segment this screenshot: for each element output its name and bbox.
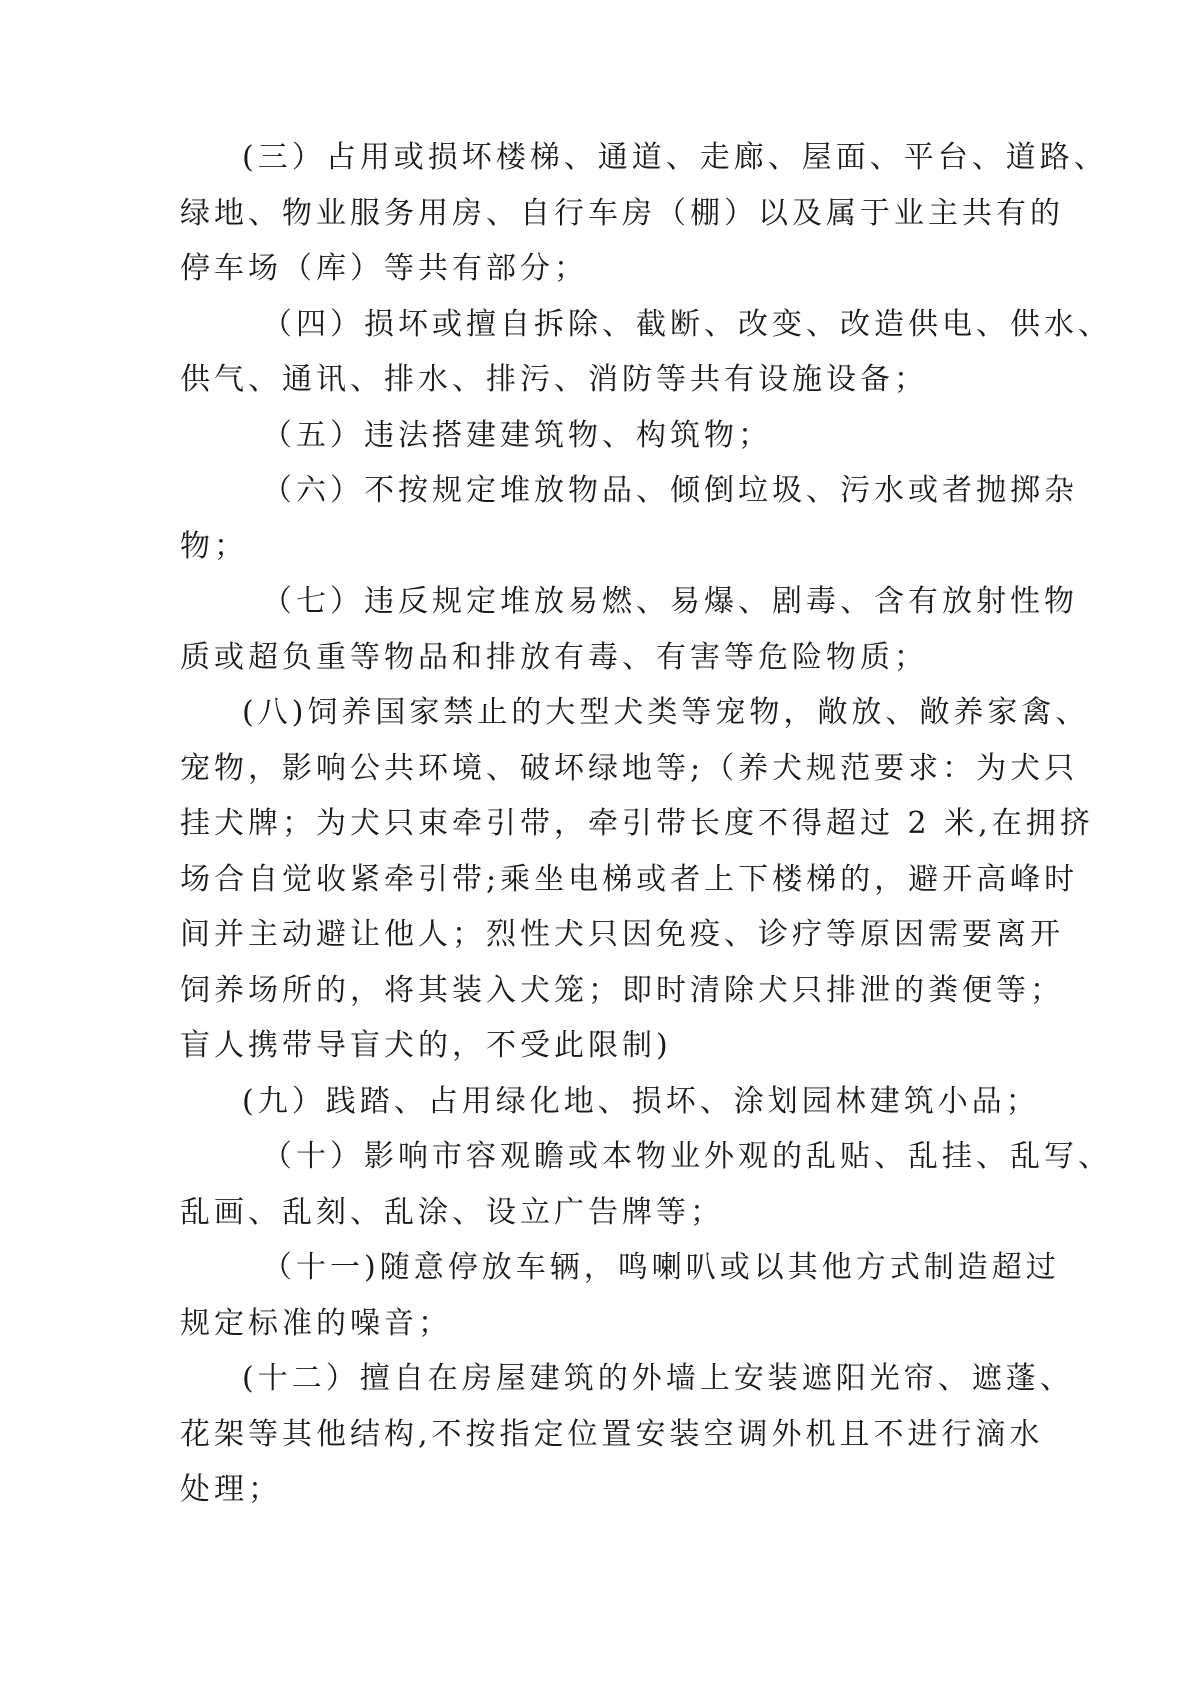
text-line: （七）违反规定堆放易燃、易爆、剧毒、含有放射性物 xyxy=(262,584,1078,619)
text-line: (十二）擅自在房屋建筑的外墙上安装遮阳光帘、遮蓬、 xyxy=(242,1361,1074,1396)
text-line: (三）占用或损坏楼梯、通道、走廊、屋面、平台、道路、 xyxy=(242,140,1108,175)
text-line: 饲养场所的，将其装入犬笼；即时清除犬只排泄的粪便等； xyxy=(180,972,1064,1008)
text-line: 盲人携带导盲犬的，不受此限制) xyxy=(180,1028,672,1063)
text-line: 绿地、物业服务用房、自行车房（棚）以及属于业主共有的 xyxy=(180,195,1064,231)
text-line: 规定标准的噪音； xyxy=(180,1305,452,1341)
text-line: 物； xyxy=(180,528,248,564)
text-line: 场合自觉收紧牵引带;乘坐电梯或者上下楼梯的，避开高峰时 xyxy=(180,861,1079,897)
text-line: 宠物，影响公共环境、破坏绿地等;（养犬规范要求：为犬只 xyxy=(180,750,1079,786)
text-line: （十）影响市容观瞻或本物业外观的乱贴、乱挂、乱写、 xyxy=(262,1139,1112,1174)
text-line: 质或超负重等物品和排放有毒、有害等危险物质； xyxy=(180,639,928,675)
text-line: （五）违法搭建建筑物、构筑物； xyxy=(262,417,772,453)
text-line: 乱画、乱刻、乱涂、设立广告牌等； xyxy=(180,1194,724,1230)
text-line: （六）不按规定堆放物品、倾倒垃圾、污水或者抛掷杂 xyxy=(262,473,1078,508)
text-line: （四）损坏或擅自拆除、截断、改变、改造供电、供水、 xyxy=(262,306,1112,342)
text-line: (九）践踏、占用绿化地、损坏、涂划园林建筑小品； xyxy=(242,1083,1040,1119)
text-line: 供气、通讯、排水、排污、消防等共有设施设备； xyxy=(180,362,928,397)
text-line: 挂犬牌；为犬只束牵引带，牵引带长度不得超过 2 米,在拥挤 xyxy=(180,806,1094,841)
text-line: (八)饲养国家禁止的大型犬类等宠物，敞放、敞养家禽、 xyxy=(242,695,1090,730)
text-line: 间并主动避让他人；烈性犬只因免疫、诊疗等原因需要离开 xyxy=(180,917,1064,952)
document-body xyxy=(180,130,1112,1518)
text-line: （十一)随意停放车辆，鸣喇叭或以其他方式制造超过 xyxy=(262,1250,1060,1285)
text-line: 停车场（库）等共有部分； xyxy=(180,251,588,286)
text-line: 处理； xyxy=(180,1472,282,1507)
text-line: 花架等其他结构,不按指定位置安装空调外机且不进行滴水 xyxy=(180,1416,1044,1452)
